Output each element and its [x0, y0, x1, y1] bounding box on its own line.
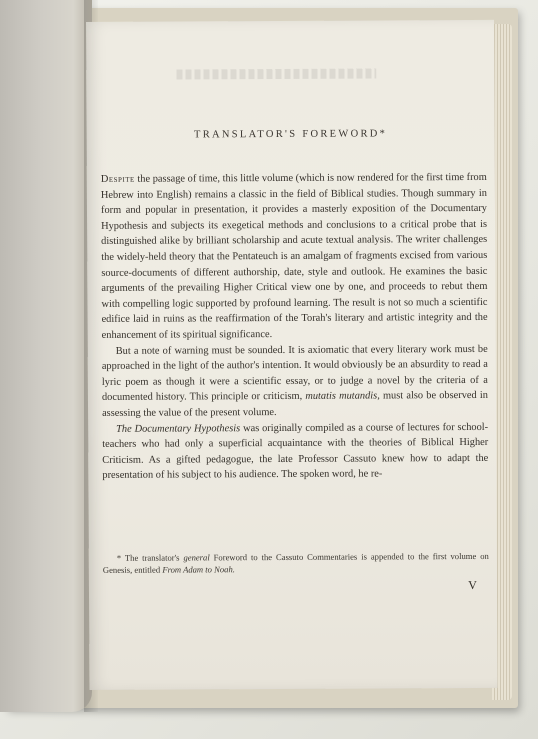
paragraph-3-text: was originally compiled as a course of lectures for school-teachers who had only a superficial acquaintance with the theories of Biblical Higher Criticism. As a gifted pedagogue, the late Professor Cassuto knew how to adapt the presentation of his subject to his audience. The spoken word, he re- — [102, 421, 489, 482]
show-through-text — [176, 68, 376, 79]
footnote-text-b: Foreword to the Cassuto Commentaries is appended to the first volume on Genesis, entitled — [102, 550, 489, 575]
drop-lead-word: Despite — [100, 173, 135, 185]
paragraph-3-italic: The Documentary Hypothesis — [116, 422, 241, 435]
left-page — [0, 0, 92, 712]
right-page — [86, 20, 497, 690]
footnote-italic-1: general — [183, 552, 210, 563]
page-number: V — [468, 577, 477, 593]
chapter-heading: TRANSLATOR'S FOREWORD* — [193, 128, 388, 141]
footnote-text-a: The translator's — [124, 552, 184, 563]
paragraph-1-text: the passage of time, this little volume (which is now rendered for the first time from Hebrew into English) remains a classic in the field of Biblical studies. Though summary in form and popular in presentation, it provides a masterly exposition of the Documentary Hypothesis and subjects its exegetical methods and conclusions to a critical probe that is distinguished alike by brilliant scholarship and acute textual analysis. The writer challenges the widely-held theory that the Pentateuch is an amalgam of fragments excised from various source-documents of different authorship, date, style and outlook. He examines the basic arguments of the prevailing Higher Critical view one by one, and proceeds to rebut them with compelling logic supported by profound learning. The result is not so much a scientific edifice laid in ruins as the reaffirmation of the Torah's literary and artistic integrity and the enhancement of its spiritual significance. — [100, 171, 488, 341]
paragraph-1 — [101, 170, 488, 344]
footnote — [103, 550, 489, 576]
paragraph-2-text-b: must also be observed in assessing the value of the present volume. — [102, 390, 488, 419]
footnote-marker: * — [116, 552, 125, 563]
paragraph-2-italic: mutatis mutandis, — [305, 390, 380, 403]
footnote-italic-2: From Adam to Noah. — [162, 564, 235, 575]
body-text — [101, 170, 489, 484]
paragraph-2 — [102, 341, 488, 421]
paragraph-3 — [102, 419, 488, 483]
paragraph-2-text-a: But a note of warning must be sounded. It is axiomatic that every literary work must be approached in the light of the author's intention. It would obviously be an absurdity to read a lyric poem as though it were a scientific essay, or to judge a novel by the criteria of a documented history. This principle or criticism, — [101, 343, 488, 404]
